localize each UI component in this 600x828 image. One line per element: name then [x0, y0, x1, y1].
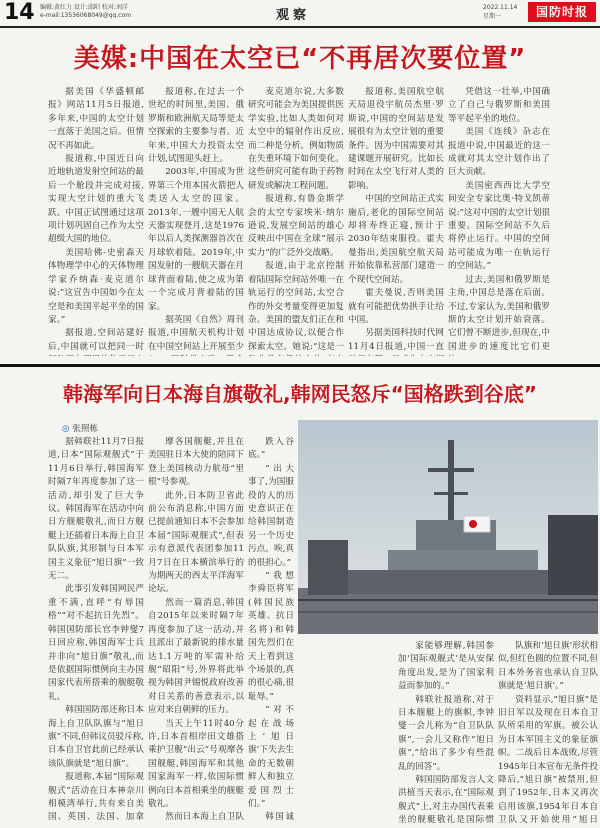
- section-title: 观察: [276, 8, 311, 23]
- article2-column-5: [498, 640, 598, 824]
- issue-date: [483, 3, 517, 21]
- paragraph: 摩各国舰艇,并且在美国驻日本大使的陪同下登上美国核动力航母“里根”号参观。: [148, 437, 244, 488]
- paragraph: 报道称,本届“国际观舰式”活动在日本神奈川相模湾举行,共有来自美国、英国、法国、加拿: [48, 772, 144, 823]
- section-divider: [0, 364, 600, 367]
- article2-headline: 韩海军向日本海自旗敬礼,韩网民怒斥“国格跌到谷底”: [63, 382, 537, 406]
- paragraph: 当天上午11时40分许,日本首相岸田文雄搭乘护卫舰“出云”号观摩各国舰艇,韩国海军和其他国家海军一样,依国际惯例向日本首相乘坐的舰艇敬礼。: [148, 718, 244, 809]
- paragraph: 美国《连线》杂志在报道中说,中国最近的这一成就对其太空计划作出了巨大贡献。: [448, 127, 550, 178]
- paragraph: 家能够理解,韩国参加‘国际观舰式’是从安保角度出发,是为了国家利益而参加的。”: [398, 641, 494, 692]
- paragraph: 报道称,美国航空航天局退役宇航员杰里·罗斯说,中国的空间站是发展很有为太空计划的重要条件。因为中国需要对其建课题开展研究。比如长时间在太空飞行对人类的影响。: [348, 87, 444, 191]
- article2-column-3: [248, 436, 294, 824]
- paragraph: 然而一篇消息,韩国自2015年以来时隔7年再度参加了这一活动,并且派出了最新锐的排水量达1.1万吨的军需补给舰“昭阳”号,外界将此举视为韩国尹锡悦政府改善对日关系的善意表示,以应对来自朝鲜的压力。: [148, 597, 244, 716]
- article1-column-1: [48, 86, 144, 356]
- paragraph: 报道称,中国近日向近地轨道发射空间站的最后一个舱段并完成对接,实现大空计划的重大飞跃。中国正试图通过这项项计划巩固自己作为太空超级大国的地位。: [48, 154, 144, 245]
- article1-headline: 美媒:中国在太空已“不再居次要位置”: [73, 44, 527, 74]
- paragraph: 报道,由于北京控制着陆国际空间站外唯一在轨运行的空间站,太空合作的外交考量变得更加复杂。美国的盟友们正在和中国达成协议,以便合作探索太空。她说:“这是一: [248, 261, 344, 352]
- editor-line: 编辑:黄红力 设计:邱阳 校对:刘洋: [40, 4, 128, 11]
- article2-byline: [62, 422, 98, 434]
- article1-column-5: [448, 86, 550, 356]
- paragraph: 队旗和‘旭日旗’形状相似,但红色圆的位置不同,但日本外务省也承认自卫队旗就是‘旭日旗’。”: [498, 641, 598, 692]
- paragraph: 霍夫曼说,否则美国就有可能把优势拱手让给中国。: [348, 288, 444, 325]
- author-name: 张照栋: [72, 424, 99, 434]
- paragraph: 美国密西西比大学空间安全专家比奥·特戈凯蒂说:“这对中国的太空计划很重要。国际空间站不久后将停止运行。中国的空间站可能成为唯一在轨运行的空间站。”: [448, 180, 550, 272]
- paragraph: 过去,美国和俄罗斯是主角,中国总是落在后面。不过,专家认为,美国和俄罗斯的太空计划开始衰落。它们曾不断进步,但现在,中国进步的速度比它们更: [448, 274, 550, 352]
- paragraph: 据美国《华盛顿邮报》网站11月5日报道,多年来,中国的太空计划一直落于美国之后。但情况不再如此。: [48, 87, 144, 151]
- paragraph: 然而日本海上自卫队: [165, 812, 244, 823]
- paragraph: 韩国诚: [265, 812, 294, 823]
- date-line: 2022.11.14: [483, 4, 518, 11]
- page-number: 14: [4, 0, 35, 25]
- paragraph: “出大事了,为国服役的人的历史意识正在给韩国制造另一个历史污点。唉,真的很担心。”: [248, 463, 294, 568]
- paragraph: 麦克道尔说,大多数研究可能会为美国提供医学实验,比如人类如何对太空中的辐射作出反应,而二种是分析。例如物质在失重环境下如何变化。这些研究可能有助于药物研发或解决工程问题。: [248, 87, 344, 191]
- article1-column-2: [148, 86, 244, 356]
- paragraph: 跌入谷底。”: [248, 437, 294, 461]
- article1-column-4: [348, 86, 444, 356]
- paragraph: 报道称,在过去一个世纪的时间里,美国、俄罗斯和欧洲航天局等是太空探索的主要参与者。近年来,中国大力投资太空计划,试图迎头赶上。: [148, 87, 244, 165]
- paragraph: 另据美国科技时代网11月4日报道,中国一直: [348, 328, 444, 352]
- article2-column-2: [148, 436, 244, 824]
- article2-column-4: [398, 640, 494, 824]
- paragraph: 2003年,中国成为世界第三个用本国火箭把人类送入太空的国家。2013年,一艘中国无人航天器实现登月,这是1976年以后人类探测器首次在月球软着陆。2019年,中国发射的一艘航天器在月球背面着陆,使之成为第一个完成月背着陆的国家。: [148, 167, 244, 312]
- paragraph: 据英国《自然》周刊报道,中国航天机构计划在中国空间站上开展至少: [148, 314, 244, 352]
- paragraph: 据报道,空间站建好后,中国就可以把同一时: [48, 328, 144, 352]
- weekday: 星期一: [483, 13, 502, 20]
- paragraph: “我想李舜臣将军(韩国民族英雄、抗日名将)和韩国先烈们在天上看到这个场景的,真的很心痛,很耻辱。”: [248, 571, 294, 702]
- paragraph: “对不起在战场上‘旭日旗’下失去生命的无数朝鲜人和独立爱国烈士们。”: [248, 705, 294, 809]
- paragraph: 此外,日本防卫省此前公布消息称,中国方面已提前通知日本不会参加本届“国际观舰式”,但表示有意派代表团参加11月7日在日本横滨举行的为期两天的西太平洋海军论坛。: [148, 490, 244, 595]
- byline-marker: ◎: [62, 424, 73, 434]
- paragraph: 报道称,有鲁金斯学会的太空专家埃米·纳尔逊说,发展空间站的雄心反映出中国在全球“展示实力”的广泛外交战略。: [248, 194, 344, 258]
- warship-photo: [298, 420, 598, 634]
- warship-image: [298, 420, 598, 634]
- editor-credits: [40, 4, 131, 20]
- article1-column-3: [248, 86, 344, 356]
- paragraph: 据韩联社11月7日报道,日本“国际观舰式”于11月6日举行,韩国海军时隔7年再度参加了这一活动,却引发了巨大争议。韩国海军在活动中向日方舰艇敬礼,而日方舰艇上还插着日本海上自卫队队旗,其形制与日本军国主义象征“旭日旗”一致无二。: [48, 437, 144, 582]
- paragraph: 韩国国防部还称日本海上自卫队队旗与“旭日旗”不同,但韩议员驳斥称,日本自卫官此前已经承认该队旗就是“旭日旗”。: [48, 705, 144, 769]
- article2-column-1: [48, 436, 144, 824]
- paragraph: 美国哈佛-史密森天体物理学中心的天体物理学家乔纳森·麦克道尔说:“这宣告中国如今在太空是和美国平起平坐的国家。”: [48, 247, 144, 325]
- paragraph: 中国的空间站正式实施后,老化的国际空间站却将寿终正寝,预计于2030年结束服役。霍夫曼指出,美国航空航天局开始依靠私营部门建造一个现代空间站。: [348, 194, 444, 285]
- top-rule: [0, 26, 600, 28]
- brand-logo: 国防时报: [528, 2, 596, 22]
- paragraph: 此事引发韩国网民严重不满,直呼“有辱国格”“对不起抗日先烈”。韩国国防部长官李钟燮7日回应称,韩国海军士兵并非向“旭日旗”敬礼,而是依据国际惯例向主办国国家代表所搭乘的舰艇敬礼。: [48, 584, 144, 702]
- paragraph: 资料显示,“旭日旗”是旧日军以及现在日本自卫队所采用的军旗。被公认为日本军国主义的象征旗帜。二战后日本战败,尽管1945年日本宣布无条件投降后,“旭日旗”被禁用,但到了1952年,日本又再次启用该旗,1954年日本自卫队又开始使用“旭日: [498, 694, 598, 824]
- paragraph: 韩联社报道称,对于日本舰艇上的旗帜,李钟燮一会儿称为“自卫队队旗”,一会儿又称作“旭日旗”,“给出了多少有些混乱的回答”。: [398, 694, 494, 772]
- paragraph: 韩国国防部发言人文洪植当天表示,在“国际观舰式”上,对主办国代表乘坐的舰艇敬礼是国际惯: [398, 775, 494, 824]
- email-line: e-mail:13536068049@qq.com: [40, 12, 132, 19]
- paragraph: 凭借这一壮举,中国确立了自己与俄罗斯和美国等平起平坐的地位。: [448, 87, 550, 124]
